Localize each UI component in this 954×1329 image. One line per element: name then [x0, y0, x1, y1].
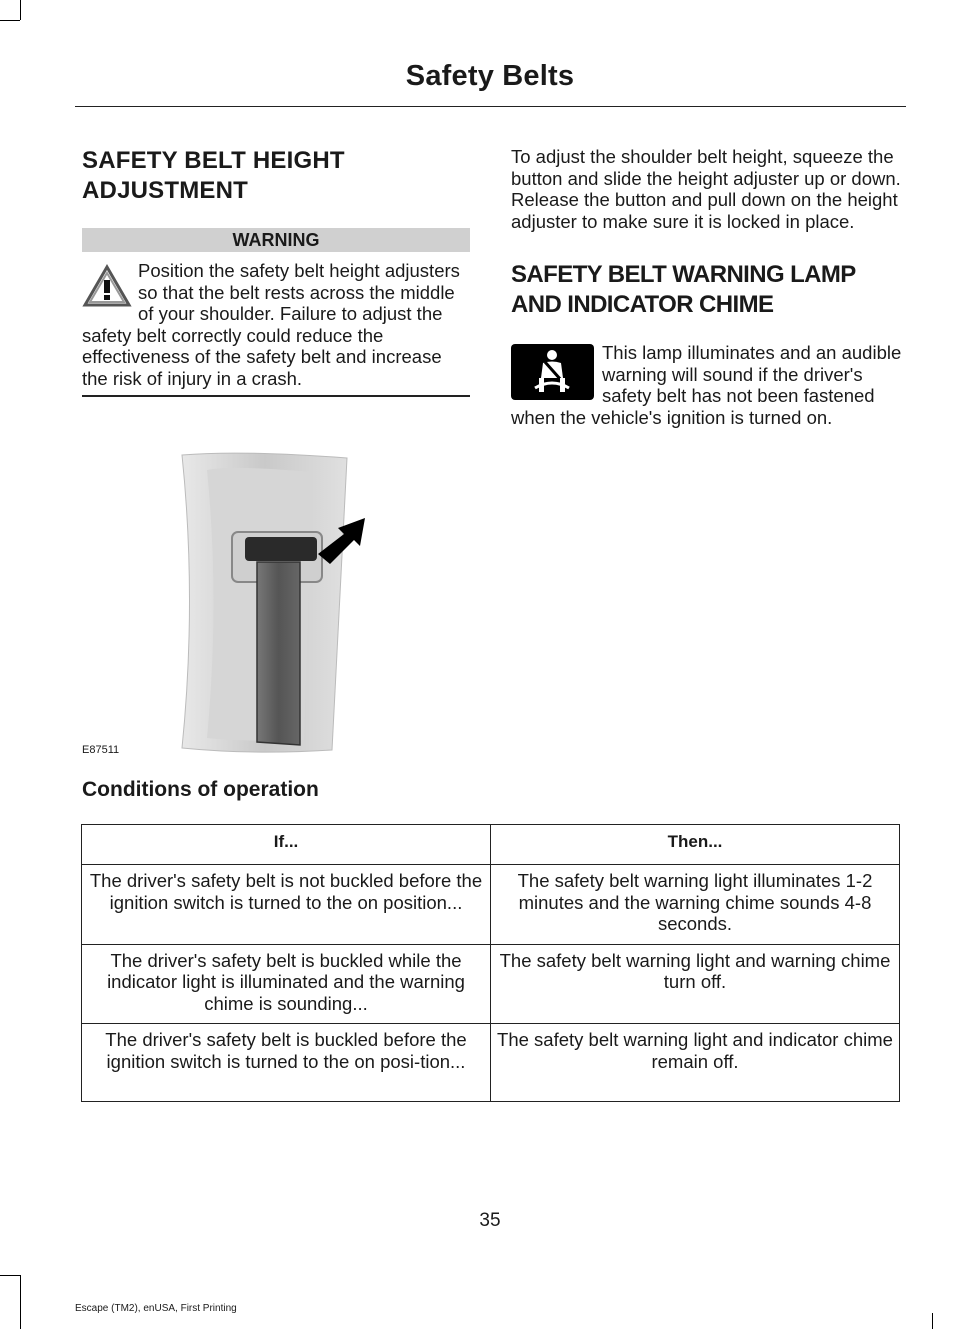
figure-code: E87511	[82, 744, 120, 756]
table-cell-then: The safety belt warning light illuminates 1-2 minutes and the warning chime sounds 4-8 seconds.	[491, 865, 900, 945]
table-cell-if: The driver's safety belt is buckled before the ignition switch is turned to the on posi-tion...	[82, 1024, 491, 1102]
warning-rule	[82, 395, 470, 397]
height-adjustment-heading: SAFETY BELT HEIGHT ADJUSTMENT	[82, 147, 345, 204]
right-column	[511, 146, 903, 428]
crop-mark	[0, 20, 20, 21]
table-cell-if: The driver's safety belt is buckled while the indicator light is illuminated and the warning chime is sounding...	[82, 944, 491, 1024]
table-cell-then: The safety belt warning light and warning chime turn off.	[491, 944, 900, 1024]
left-column	[82, 146, 470, 397]
warning-bar: WARNING	[82, 228, 470, 252]
warning-triangle-icon	[82, 264, 132, 308]
warning-body	[82, 260, 470, 389]
table-cell-if: The driver's safety belt is not buckled before the ignition switch is turned to the on position...	[82, 865, 491, 945]
seatbelt-warning-lamp-icon	[511, 344, 594, 400]
crop-mark	[932, 1313, 933, 1329]
table-row	[82, 944, 900, 1024]
warning-lamp-heading: SAFETY BELT WARNING LAMP AND INDICATOR CHIME	[511, 261, 856, 318]
table-header-row	[82, 825, 900, 865]
belt-height-adjuster-illustration	[82, 450, 382, 760]
lamp-description: This lamp illuminates and an audible warning will sound if the driver's safety belt has not been fastened when the vehicle's ignition is turned on.	[511, 342, 902, 428]
conditions-table	[81, 824, 900, 1102]
column-header-if: If...	[82, 825, 491, 865]
page-number: 35	[479, 1210, 501, 1231]
title-rule	[75, 106, 906, 107]
crop-mark	[20, 0, 21, 20]
conditions-heading: Conditions of operation	[82, 778, 319, 801]
table-row	[82, 865, 900, 945]
column-header-then: Then...	[491, 825, 900, 865]
adjust-instructions: To adjust the shoulder belt height, squeeze the button and slide the height adjuster up or down. Release the button and pull down on the height adjuster to make sure it is locked in place.	[511, 146, 901, 232]
table-row	[82, 1024, 900, 1102]
edition-footer: Escape (TM2), enUSA, First Printing	[75, 1303, 237, 1314]
indicator-paragraph	[511, 342, 903, 428]
table-cell-then: The safety belt warning light and indicator chime remain off.	[491, 1024, 900, 1102]
warning-text: Position the safety belt height adjusters so that the belt rests across the middle of your shoulder. Failure to adjust the safety belt correctly could reduce the effectiveness of the safety belt and increase the risk of injury in a crash.	[82, 260, 460, 389]
crop-mark	[0, 1275, 20, 1276]
page-title: Safety Belts	[405, 60, 575, 92]
crop-mark	[20, 1275, 21, 1329]
